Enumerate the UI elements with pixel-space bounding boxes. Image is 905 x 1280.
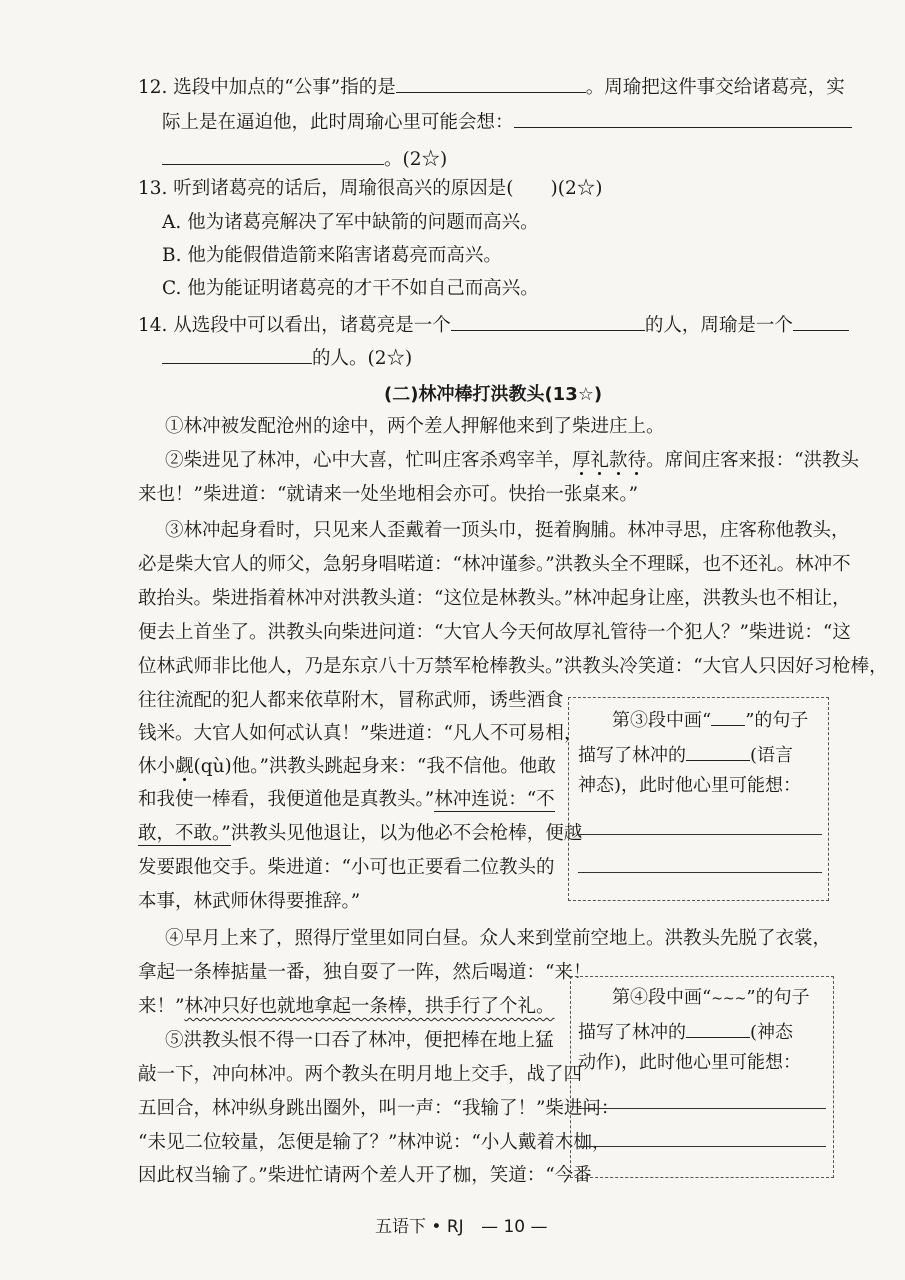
paragraph-3-line11: 发要跟他交手。柴进道：“小可也正要看二位教头的 [138, 857, 555, 878]
underlined-sentence: 敢，不敢。” [138, 823, 231, 844]
q12-text-b: 。周瑜把这件事交给诸葛亮，实 [585, 77, 845, 98]
q12-blank-3[interactable] [162, 144, 384, 165]
paragraph-3-line2: 必是柴大官人的师父，急躬身唱喏道：“林冲谨参。”洪教头全不理睬，也不还礼。林冲不 [138, 554, 851, 575]
p3-text: 和我使一棒看，我便道他是真教头。” [138, 789, 435, 810]
q14-blank-1[interactable] [451, 310, 645, 331]
paragraph-4-line1: ④早月上来了，照得厅堂里如同白昼。众人来到堂前空地上。洪教头先脱了衣裳， [165, 928, 832, 949]
q12-text-d: 。(2☆) [384, 149, 448, 170]
footer-label: 五语下 • RJ [375, 1217, 464, 1237]
dotted-char: 款 [609, 450, 628, 471]
box2-answer-line-2[interactable] [578, 1146, 826, 1147]
box2-line3: 动作)，此时他心里可能想： [578, 1052, 802, 1073]
paragraph-3-line3: 敢抬头。柴进指着林冲对洪教头道：“这位是林教头。”林冲起身让座，洪教头也不相让， [138, 588, 851, 609]
paragraph-3-line1: ③林冲起身看时，只见来人歪戴着一顶头巾，挺着胸脯。林冲寻思，庄客称他教头， [165, 520, 850, 541]
q12-text-a: 12. 选段中加点的“公事”指的是 [138, 77, 396, 98]
box1-text: ”的句子 [745, 710, 809, 731]
box1-line1 [612, 707, 808, 734]
q12-text-c: 际上是在逼迫他，此时周瑜心里可能会想： [162, 112, 514, 133]
paragraph-2-line2: 来也！”柴进道：“就请来一处坐地相会亦可。快抬一张桌来。” [138, 484, 639, 505]
box2-text: ”的句子 [746, 987, 810, 1008]
box1-line3: 神态)，此时他心里可能想： [578, 775, 802, 796]
q14-text-b: 的人，周瑜是一个 [644, 315, 793, 336]
q14-text-a: 14. 从选段中可以看出，诸葛亮是一个 [138, 315, 451, 336]
box2-line1 [612, 985, 810, 1012]
box1-text: 描写了林冲的 [578, 745, 686, 766]
box2-text: (神态 [750, 1022, 794, 1043]
q14-text-c: 的人。(2☆) [312, 348, 413, 369]
paragraph-1: ①林冲被发配沧州的途中，两个差人押解他来到了柴进庄上。 [165, 416, 665, 437]
paragraph-4-line2: 拿起一条棒掂量一番，独自耍了一阵，然后喝道：“来！ [138, 962, 592, 983]
box2-line2 [578, 1017, 793, 1046]
box1-answer-line-1[interactable] [578, 834, 822, 835]
p3-text: (qù)他。”洪教头跳起身来：“我不信他。他敢 [193, 756, 556, 777]
paragraph-5-line3: 五回合，林冲纵身跳出圈外，叫一声：“我输了！”柴进问： [138, 1098, 620, 1119]
page-number: — 10 — [481, 1217, 548, 1237]
dotted-char: 礼 [590, 450, 610, 471]
underlined-sentence: 林冲连说：“不 [434, 789, 555, 810]
paragraph-5-line2: 敲一下，冲向林冲。两个教头在明月地上交手，战了四 [138, 1064, 583, 1085]
paragraph-3-line5: 位林武师非比他人，乃是东京八十万禁军枪棒教头。”洪教头冷笑道：“大官人只因好习枪棒， [138, 656, 888, 677]
box1-text: 第③段中画“ [612, 710, 712, 731]
box1-text: (语言 [750, 745, 794, 766]
q14-blank-2[interactable] [793, 310, 849, 331]
box1-answer-line-2[interactable] [578, 872, 822, 873]
paragraph-4-line3 [138, 994, 554, 1020]
section-title: (二)林冲棒打洪教头(13☆) [384, 384, 603, 405]
dotted-char: 待 [627, 450, 647, 471]
box2-text: 描写了林冲的 [578, 1022, 686, 1043]
q12-blank-1[interactable] [396, 72, 586, 93]
q12-line2 [162, 107, 852, 136]
paragraph-2-line1 [165, 448, 859, 474]
paragraph-5-line5: 因此权当输了。”柴进忙请两个差人开了枷，笑道：“今番 [138, 1165, 592, 1186]
p3-text: 洪教头见他退让，以为他必不会枪棒，便越 [230, 823, 583, 844]
dotted-char: 觑 [175, 756, 194, 777]
paragraph-3-line8 [138, 754, 556, 780]
dotted-char: 厚 [572, 450, 591, 471]
box2-answer-line-1[interactable] [578, 1108, 826, 1109]
q12-line3 [162, 144, 447, 173]
box2-blank[interactable] [686, 1017, 750, 1038]
footer [375, 1212, 548, 1237]
q12-line1 [138, 72, 845, 101]
paragraph-3-line4: 便去上首坐了。洪教头向柴进问道：“大官人今天何故厚礼管待一个犯人？”柴进说：“这 [138, 622, 851, 643]
box2-text: 第④段中画“ [612, 987, 712, 1008]
q13-option-b[interactable]: B. 他为能假借造箭来陷害诸葛亮而高兴。 [162, 245, 502, 266]
paragraph-3-line9 [138, 787, 555, 813]
box2-wavy-sample: ~~~ [711, 991, 747, 1007]
p2-text-a: ②柴进见了林冲，心中大喜，忙叫庄客杀鸡宰羊， [165, 450, 573, 471]
q13-option-a[interactable]: A. 他为诸葛亮解决了军中缺箭的问题而高兴。 [162, 212, 539, 233]
paragraph-5-line1: ⑤洪教头恨不得一口吞了林冲，便把棒在地上猛 [165, 1030, 554, 1051]
p4-text: 来！” [138, 996, 185, 1017]
paragraph-3-line12: 本事，林武师休得要推辞。” [138, 891, 361, 912]
q14-line2 [162, 343, 412, 372]
q14-line1 [138, 310, 849, 339]
p2-text-b: 。席间庄客来报：“洪教头 [646, 450, 860, 471]
paragraph-3-line6: 往往流配的犯人都来依草附木，冒称武师，诱些酒食 [138, 690, 564, 711]
q13-stem: 13. 听到诸葛亮的话后，周瑜很高兴的原因是( )(2☆) [138, 178, 603, 199]
q14-blank-3[interactable] [162, 343, 312, 364]
p3-text: 休小 [138, 756, 176, 777]
wavy-underlined-sentence: 林冲只好也就地拿起一条棒，拱手行了个礼。 [184, 996, 555, 1017]
box1-line2 [578, 740, 793, 769]
box1-blank[interactable] [686, 740, 750, 761]
paragraph-3-line7: 钱米。大官人如何忒认真！”柴进道：“凡人不可易相， [138, 723, 583, 744]
box1-mark-sample [711, 707, 745, 726]
paragraph-5-line4: “未见二位较量，怎便是输了？”林冲说：“小人戴着木枷， [138, 1132, 611, 1153]
q13-option-c[interactable]: C. 他为能证明诸葛亮的才干不如自己而高兴。 [162, 278, 539, 299]
q12-blank-2[interactable] [514, 107, 852, 128]
paragraph-3-line10 [138, 821, 582, 847]
